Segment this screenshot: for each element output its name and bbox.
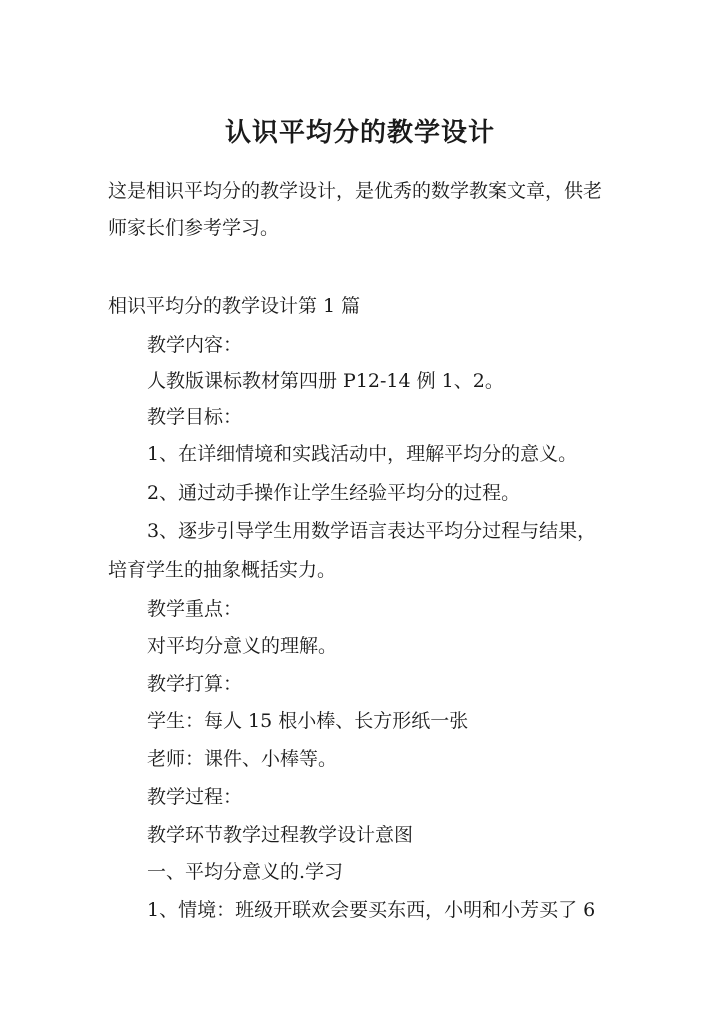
body-line: 教学过程： — [147, 786, 243, 808]
body-line: 人教版课标教材第四册 P12-14 例 1、2。 — [147, 370, 504, 392]
intro-line-1: 这是相识平均分的教学设计，是优秀的数学教案文章，供老 — [108, 180, 603, 202]
body-line: 1、情境：班级开联欢会要买东西，小明和小芳买了 6 — [147, 899, 596, 921]
document-title: 认识平均分的教学设计 — [224, 118, 495, 148]
intro-line-2: 师家长们参考学习。 — [108, 217, 280, 239]
body-line: 2、通过动手操作让学生经验平均分的过程。 — [147, 482, 521, 504]
body-line: 1、在详细情境和实践活动中，理解平均分的意义。 — [147, 443, 578, 465]
body-line: 教学重点： — [147, 598, 243, 620]
body-line: 老师：课件、小棒等。 — [147, 748, 338, 770]
body-line: 3、逐步引导学生用数学语言表达平均分过程与结果， — [147, 520, 597, 542]
body-line: 一、平均分意义的.学习 — [147, 861, 344, 883]
body-line: 教学内容： — [147, 334, 243, 356]
section-heading: 相识平均分的教学设计第 1 篇 — [108, 295, 361, 317]
body-line: 学生：每人 15 根小棒、长方形纸一张 — [147, 710, 469, 732]
body-line: 培育学生的抽象概括实力。 — [108, 559, 337, 581]
body-line: 对平均分意义的理解。 — [147, 635, 338, 657]
body-line: 教学打算： — [147, 673, 243, 695]
body-line: 教学目标： — [147, 406, 243, 428]
body-line: 教学环节教学过程教学设计意图 — [147, 824, 414, 846]
